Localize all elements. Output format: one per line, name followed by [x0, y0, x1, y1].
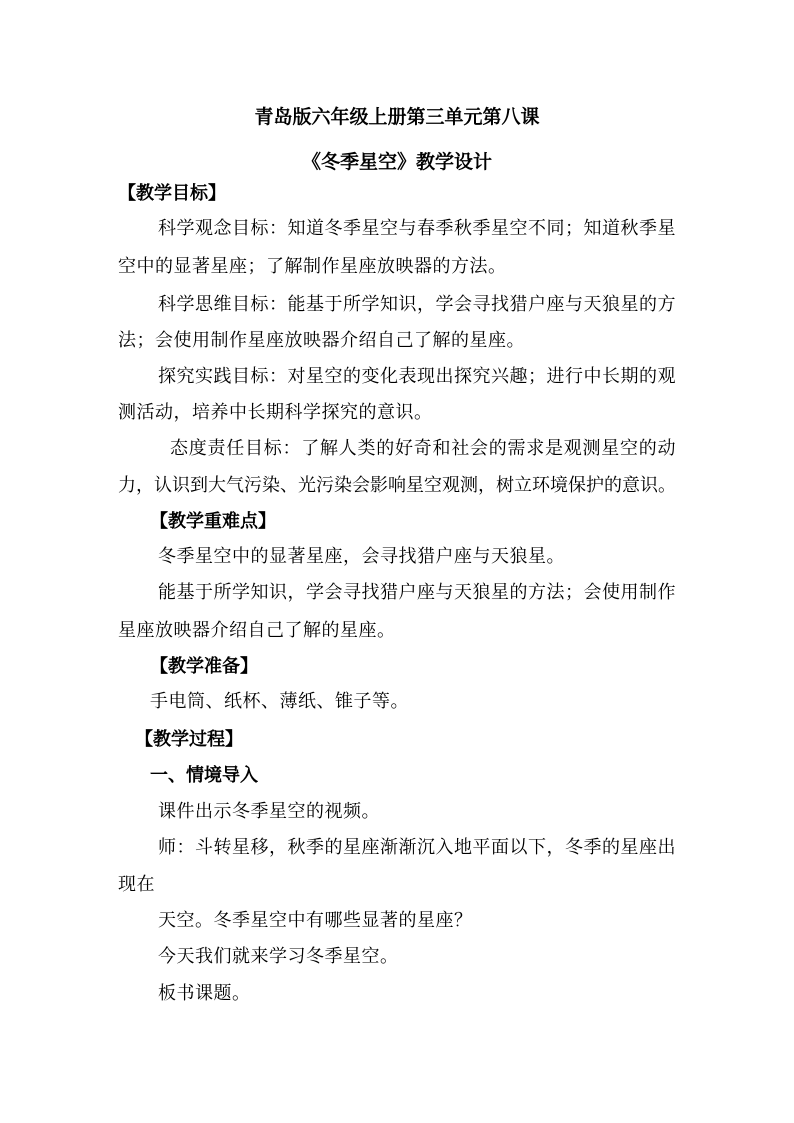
- key-points-paragraph-2-line-2: 星座放映器介绍自己了解的星座。: [118, 620, 396, 641]
- process-paragraph-3: 天空。冬季星空中有哪些显著的星座？: [158, 910, 473, 931]
- key-points-paragraph-1: 冬季星空中的显著星座，会寻找猎户座与天狼星。: [158, 546, 565, 567]
- process-paragraph-2-line-1: 师：斗转星移，秋季的星座渐渐沉入地平面以下，冬季的星座出: [158, 837, 676, 858]
- process-paragraph-2-line-2: 现在: [118, 874, 155, 895]
- process-paragraph-1: 课件出示冬季星空的视频。: [158, 801, 380, 822]
- preparation-heading: 【教学准备】: [150, 656, 258, 677]
- objectives-paragraph-3-line-2: 测活动，培养中长期科学探究的意识。: [118, 402, 433, 423]
- objectives-paragraph-2-line-1: 科学思维目标：能基于所学知识，学会寻找猎户座与天狼星的方: [158, 294, 676, 315]
- document-title: 青岛版六年级上册第三单元第八课: [254, 106, 540, 128]
- objectives-heading: 【教学目标】: [118, 183, 226, 204]
- process-heading: 【教学过程】: [135, 729, 243, 750]
- process-paragraph-4: 今天我们就来学习冬季星空。: [158, 946, 399, 967]
- process-section-1-heading: 一、情境导入: [150, 765, 258, 786]
- document-subtitle: 《冬季星空》教学设计: [301, 151, 492, 173]
- objectives-paragraph-4-line-1: 态度责任目标：了解人类的好奇和社会的需求是观测星空的动: [170, 438, 676, 459]
- process-paragraph-5: 板书课题。: [158, 983, 251, 1004]
- objectives-paragraph-1-line-1: 科学观念目标：知道冬季星空与春季秋季星空不同；知道秋季星: [158, 218, 676, 239]
- objectives-paragraph-2-line-2: 法；会使用制作星座放映器介绍自己了解的星座。: [118, 330, 525, 351]
- objectives-paragraph-4-line-2: 力，认识到大气污染、光污染会影响星空观测，树立环境保护的意识。: [118, 475, 676, 496]
- objectives-paragraph-1-line-2: 空中的显著星座；了解制作星座放映器的方法。: [118, 256, 507, 277]
- key-points-paragraph-2-line-1: 能基于所学知识，学会寻找猎户座与天狼星的方法；会使用制作: [158, 582, 676, 603]
- objectives-paragraph-3-line-1: 探究实践目标：对星空的变化表现出探究兴趣；进行中长期的观: [158, 366, 676, 387]
- key-points-heading: 【教学重难点】: [150, 511, 276, 532]
- preparation-paragraph-1: 手电筒、纸杯、薄纸、锥子等。: [150, 691, 409, 712]
